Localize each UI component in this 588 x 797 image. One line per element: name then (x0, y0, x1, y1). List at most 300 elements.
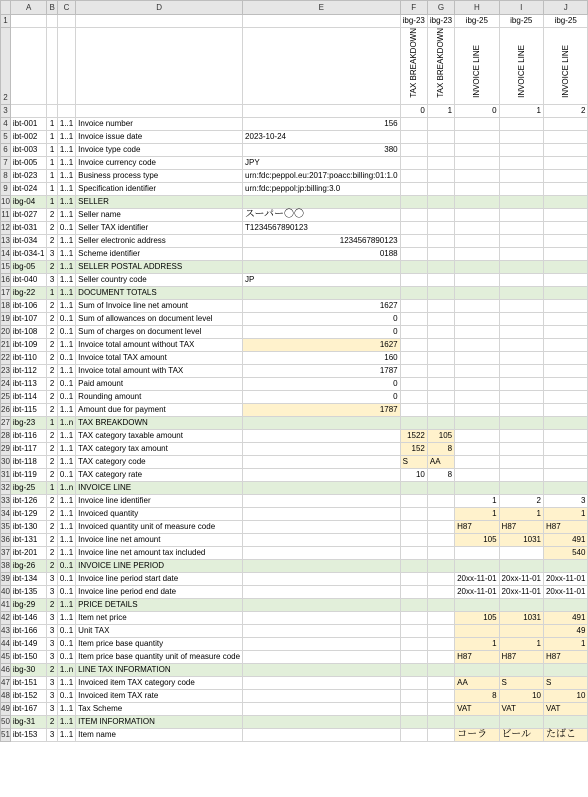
cell-I[interactable] (499, 248, 543, 261)
row-number[interactable]: 26 (1, 404, 11, 417)
cell-G[interactable] (427, 534, 454, 547)
cell-C[interactable]: 1..1 (57, 612, 75, 625)
cell-F[interactable] (400, 586, 427, 599)
row-number[interactable]: 40 (1, 586, 11, 599)
cell-D[interactable]: Amount due for payment (76, 404, 243, 417)
cell-I[interactable] (499, 183, 543, 196)
row-number[interactable]: 39 (1, 573, 11, 586)
cell-F[interactable] (400, 690, 427, 703)
cell-H[interactable] (455, 209, 499, 222)
cell-A3[interactable] (10, 105, 47, 118)
cell-D[interactable]: Tax Scheme (76, 703, 243, 716)
cell-G[interactable] (427, 300, 454, 313)
cell-J[interactable] (543, 443, 587, 456)
cell-G[interactable] (427, 625, 454, 638)
cell-G[interactable] (427, 664, 454, 677)
cell-F[interactable] (400, 196, 427, 209)
cell-E[interactable]: 2023-10-24 (243, 131, 401, 144)
row-number[interactable]: 16 (1, 274, 11, 287)
cell-F[interactable] (400, 508, 427, 521)
cell-A[interactable]: ibg-23 (10, 417, 47, 430)
row-number[interactable]: 43 (1, 625, 11, 638)
cell-C2[interactable] (57, 28, 75, 105)
cell-G3[interactable]: 1 (427, 105, 454, 118)
cell-E[interactable] (243, 417, 401, 430)
cell-H3[interactable]: 0 (455, 105, 499, 118)
cell-J[interactable]: 1 (543, 638, 587, 651)
row-number[interactable]: 24 (1, 378, 11, 391)
cell-G[interactable] (427, 287, 454, 300)
cell-G[interactable] (427, 651, 454, 664)
cell-C[interactable]: 1..1 (57, 547, 75, 560)
cell-D[interactable]: Item name (76, 729, 243, 742)
cell-D[interactable]: Invoice line period end date (76, 586, 243, 599)
column-header-E[interactable]: E (243, 1, 401, 15)
cell-C[interactable]: 1..1 (57, 183, 75, 196)
cell-C[interactable]: 1..1 (57, 300, 75, 313)
cell-I1[interactable]: ibg-25 (499, 15, 543, 28)
cell-H[interactable] (455, 131, 499, 144)
row-number[interactable]: 27 (1, 417, 11, 430)
cell-I[interactable] (499, 209, 543, 222)
cell-E[interactable] (243, 508, 401, 521)
row-number[interactable]: 37 (1, 547, 11, 560)
cell-J[interactable]: 491 (543, 612, 587, 625)
cell-D[interactable]: SELLER POSTAL ADDRESS (76, 261, 243, 274)
cell-I[interactable]: H87 (499, 521, 543, 534)
cell-E[interactable] (243, 664, 401, 677)
cell-J[interactable]: H87 (543, 521, 587, 534)
cell-E[interactable]: JPY (243, 157, 401, 170)
cell-A[interactable]: ibt-151 (10, 677, 47, 690)
cell-H[interactable] (455, 170, 499, 183)
cell-G[interactable] (427, 391, 454, 404)
row-number[interactable]: 7 (1, 157, 11, 170)
cell-J[interactable]: 540 (543, 547, 587, 560)
cell-G[interactable]: AA (427, 456, 454, 469)
cell-F[interactable] (400, 482, 427, 495)
cell-B[interactable]: 1 (47, 183, 57, 196)
row-number[interactable]: 22 (1, 352, 11, 365)
cell-I[interactable] (499, 131, 543, 144)
cell-H[interactable]: H87 (455, 651, 499, 664)
row-number[interactable]: 38 (1, 560, 11, 573)
cell-I[interactable] (499, 196, 543, 209)
cell-H[interactable] (455, 404, 499, 417)
cell-I[interactable] (499, 313, 543, 326)
cell-G[interactable] (427, 261, 454, 274)
row-number[interactable]: 1 (1, 15, 11, 28)
row-number[interactable]: 48 (1, 690, 11, 703)
cell-D[interactable]: Item net price (76, 612, 243, 625)
cell-J[interactable] (543, 144, 587, 157)
cell-G[interactable]: 8 (427, 443, 454, 456)
cell-C[interactable]: 1..n (57, 482, 75, 495)
cell-F[interactable] (400, 118, 427, 131)
cell-G[interactable] (427, 521, 454, 534)
cell-I[interactable]: H87 (499, 651, 543, 664)
cell-H[interactable]: 1 (455, 638, 499, 651)
cell-A[interactable]: ibg-25 (10, 482, 47, 495)
cell-B[interactable]: 2 (47, 235, 57, 248)
cell-G[interactable] (427, 274, 454, 287)
cell-H[interactable] (455, 599, 499, 612)
row-number[interactable]: 20 (1, 326, 11, 339)
cell-C[interactable]: 1..n (57, 417, 75, 430)
cell-D[interactable]: ITEM INFORMATION (76, 716, 243, 729)
cell-B[interactable]: 2 (47, 560, 57, 573)
row-number[interactable]: 32 (1, 482, 11, 495)
cell-E[interactable] (243, 443, 401, 456)
cell-B[interactable]: 2 (47, 430, 57, 443)
cell-B[interactable]: 2 (47, 547, 57, 560)
cell-E[interactable] (243, 729, 401, 742)
cell-D[interactable]: Rounding amount (76, 391, 243, 404)
cell-E[interactable] (243, 651, 401, 664)
cell-D[interactable]: INVOICE LINE PERIOD (76, 560, 243, 573)
cell-E1[interactable] (243, 15, 401, 28)
cell-B[interactable]: 3 (47, 651, 57, 664)
cell-A[interactable]: ibt-106 (10, 300, 47, 313)
cell-J[interactable] (543, 222, 587, 235)
cell-D[interactable]: Sum of charges on document level (76, 326, 243, 339)
cell-J[interactable]: 10 (543, 690, 587, 703)
cell-I[interactable]: 20xx-11-01 (499, 573, 543, 586)
cell-E[interactable]: 156 (243, 118, 401, 131)
cell-I[interactable] (499, 378, 543, 391)
cell-G[interactable] (427, 677, 454, 690)
row-number[interactable]: 12 (1, 222, 11, 235)
cell-E[interactable]: urn:fdc:peppol.eu:2017:poacc:billing:01:1.0 (243, 170, 401, 183)
cell-E[interactable] (243, 703, 401, 716)
row-number[interactable]: 21 (1, 339, 11, 352)
cell-A[interactable]: ibt-166 (10, 625, 47, 638)
cell-H[interactable] (455, 326, 499, 339)
cell-C[interactable]: 0..1 (57, 391, 75, 404)
cell-G[interactable] (427, 378, 454, 391)
cell-C[interactable]: 1..1 (57, 274, 75, 287)
cell-H[interactable] (455, 118, 499, 131)
cell-C[interactable]: 0..1 (57, 690, 75, 703)
row-number[interactable]: 28 (1, 430, 11, 443)
row-number[interactable]: 35 (1, 521, 11, 534)
cell-G[interactable] (427, 547, 454, 560)
cell-E[interactable]: 1627 (243, 300, 401, 313)
cell-F[interactable] (400, 664, 427, 677)
cell-E[interactable] (243, 547, 401, 560)
cell-G[interactable] (427, 118, 454, 131)
cell-A[interactable]: ibt-024 (10, 183, 47, 196)
cell-G[interactable] (427, 638, 454, 651)
cell-I[interactable] (499, 404, 543, 417)
cell-G[interactable] (427, 222, 454, 235)
cell-E[interactable]: 1627 (243, 339, 401, 352)
cell-C[interactable]: 1..1 (57, 144, 75, 157)
cell-E[interactable]: 0 (243, 391, 401, 404)
cell-B[interactable]: 3 (47, 586, 57, 599)
row-number[interactable]: 42 (1, 612, 11, 625)
cell-B[interactable]: 2 (47, 261, 57, 274)
cell-E[interactable]: T1234567890123 (243, 222, 401, 235)
cell-F[interactable] (400, 378, 427, 391)
cell-J[interactable] (543, 235, 587, 248)
cell-I[interactable] (499, 287, 543, 300)
cell-F[interactable] (400, 339, 427, 352)
cell-I[interactable] (499, 716, 543, 729)
cell-C[interactable]: 0..1 (57, 586, 75, 599)
cell-E2[interactable] (243, 28, 401, 105)
cell-F[interactable] (400, 391, 427, 404)
row-number[interactable]: 31 (1, 469, 11, 482)
cell-G[interactable] (427, 248, 454, 261)
row-number[interactable]: 50 (1, 716, 11, 729)
cell-A[interactable]: ibt-115 (10, 404, 47, 417)
cell-D1[interactable] (76, 15, 243, 28)
cell-E[interactable] (243, 495, 401, 508)
cell-G[interactable] (427, 352, 454, 365)
cell-E[interactable] (243, 287, 401, 300)
cell-C[interactable]: 0..1 (57, 651, 75, 664)
cell-B[interactable]: 2 (47, 378, 57, 391)
cell-E[interactable]: スーパー〇〇 (243, 209, 401, 222)
cell-E[interactable] (243, 456, 401, 469)
cell-F[interactable]: 10 (400, 469, 427, 482)
cell-H[interactable] (455, 365, 499, 378)
cell-C3[interactable] (57, 105, 75, 118)
cell-J[interactable] (543, 560, 587, 573)
cell-J[interactable] (543, 157, 587, 170)
cell-D[interactable]: PRICE DETAILS (76, 599, 243, 612)
cell-A[interactable]: ibt-034 (10, 235, 47, 248)
row-number[interactable]: 41 (1, 599, 11, 612)
cell-A[interactable]: ibg-26 (10, 560, 47, 573)
column-header-I[interactable]: I (499, 1, 543, 15)
cell-C[interactable]: 1..1 (57, 248, 75, 261)
cell-C[interactable]: 1..1 (57, 118, 75, 131)
row-number[interactable]: 3 (1, 105, 11, 118)
cell-J[interactable] (543, 326, 587, 339)
cell-A[interactable]: ibt-135 (10, 586, 47, 599)
cell-B[interactable]: 2 (47, 300, 57, 313)
cell-A[interactable]: ibt-131 (10, 534, 47, 547)
cell-F[interactable] (400, 417, 427, 430)
cell-D[interactable]: Sum of Invoice line net amount (76, 300, 243, 313)
cell-B[interactable]: 2 (47, 352, 57, 365)
cell-G[interactable] (427, 482, 454, 495)
row-number[interactable]: 34 (1, 508, 11, 521)
cell-H[interactable] (455, 716, 499, 729)
cell-A[interactable]: ibt-002 (10, 131, 47, 144)
cell-D[interactable]: Invoice total amount without TAX (76, 339, 243, 352)
cell-C[interactable]: 1..1 (57, 599, 75, 612)
cell-I[interactable]: 1 (499, 638, 543, 651)
row-number[interactable]: 2 (1, 28, 11, 105)
cell-F[interactable] (400, 352, 427, 365)
cell-H[interactable]: 8 (455, 690, 499, 703)
cell-B[interactable]: 2 (47, 599, 57, 612)
row-number[interactable]: 25 (1, 391, 11, 404)
cell-A2[interactable] (10, 28, 47, 105)
cell-J[interactable] (543, 131, 587, 144)
cell-A[interactable]: ibt-108 (10, 326, 47, 339)
cell-H2[interactable] (455, 28, 499, 105)
cell-J[interactable]: H87 (543, 651, 587, 664)
cell-B[interactable]: 1 (47, 157, 57, 170)
cell-H[interactable] (455, 456, 499, 469)
cell-A[interactable]: ibt-034-1 (10, 248, 47, 261)
cell-H[interactable] (455, 261, 499, 274)
row-number[interactable]: 14 (1, 248, 11, 261)
column-header-C[interactable]: C (57, 1, 75, 15)
cell-J[interactable] (543, 274, 587, 287)
cell-B[interactable]: 3 (47, 625, 57, 638)
cell-J[interactable] (543, 391, 587, 404)
cell-G[interactable] (427, 157, 454, 170)
cell-E[interactable] (243, 716, 401, 729)
cell-A[interactable]: ibg-05 (10, 261, 47, 274)
cell-J[interactable] (543, 599, 587, 612)
row-number[interactable]: 47 (1, 677, 11, 690)
cell-J[interactable] (543, 300, 587, 313)
cell-J[interactable]: 20xx-11-01 (543, 573, 587, 586)
cell-F[interactable] (400, 287, 427, 300)
cell-B[interactable]: 1 (47, 482, 57, 495)
cell-H[interactable]: 20xx-11-01 (455, 586, 499, 599)
cell-I[interactable]: 10 (499, 690, 543, 703)
cell-C[interactable]: 1..1 (57, 495, 75, 508)
cell-E[interactable] (243, 638, 401, 651)
cell-D[interactable]: Invoice line period start date (76, 573, 243, 586)
cell-C[interactable]: 0..1 (57, 573, 75, 586)
cell-C[interactable]: 0..1 (57, 469, 75, 482)
cell-C[interactable]: 1..1 (57, 287, 75, 300)
cell-B3[interactable] (47, 105, 57, 118)
cell-B[interactable]: 2 (47, 456, 57, 469)
cell-B[interactable]: 2 (47, 404, 57, 417)
cell-B[interactable]: 3 (47, 638, 57, 651)
cell-H[interactable]: 105 (455, 612, 499, 625)
cell-H[interactable]: 105 (455, 534, 499, 547)
cell-J2[interactable] (543, 28, 587, 105)
cell-I[interactable] (499, 599, 543, 612)
cell-D[interactable]: Seller electronic address (76, 235, 243, 248)
cell-G[interactable]: 105 (427, 430, 454, 443)
cell-C[interactable]: 1..1 (57, 365, 75, 378)
cell-A[interactable]: ibt-031 (10, 222, 47, 235)
cell-E[interactable] (243, 612, 401, 625)
cell-J[interactable]: S (543, 677, 587, 690)
cell-B[interactable]: 2 (47, 339, 57, 352)
cell-F[interactable] (400, 300, 427, 313)
cell-B[interactable]: 2 (47, 443, 57, 456)
cell-A[interactable]: ibg-22 (10, 287, 47, 300)
cell-E[interactable] (243, 586, 401, 599)
row-number[interactable]: 46 (1, 664, 11, 677)
cell-B[interactable]: 2 (47, 326, 57, 339)
cell-E[interactable] (243, 521, 401, 534)
cell-C[interactable]: 1..1 (57, 508, 75, 521)
cell-F2[interactable] (400, 28, 427, 105)
cell-F[interactable] (400, 651, 427, 664)
cell-F[interactable] (400, 495, 427, 508)
cell-I[interactable]: 2 (499, 495, 543, 508)
cell-A[interactable]: ibt-146 (10, 612, 47, 625)
cell-B[interactable]: 1 (47, 287, 57, 300)
column-header-J[interactable]: J (543, 1, 587, 15)
cell-F[interactable] (400, 534, 427, 547)
row-number[interactable]: 45 (1, 651, 11, 664)
row-number[interactable]: 33 (1, 495, 11, 508)
cell-D[interactable]: Invoice total amount with TAX (76, 365, 243, 378)
cell-C[interactable]: 0..1 (57, 326, 75, 339)
cell-E3[interactable] (243, 105, 401, 118)
cell-C[interactable]: 1..1 (57, 196, 75, 209)
row-number[interactable]: 11 (1, 209, 11, 222)
cell-I[interactable] (499, 625, 543, 638)
cell-J[interactable]: たばこ (543, 729, 587, 742)
cell-F[interactable] (400, 170, 427, 183)
cell-A[interactable]: ibt-150 (10, 651, 47, 664)
cell-D[interactable]: Invoice issue date (76, 131, 243, 144)
cell-D[interactable]: Sum of allowances on document level (76, 313, 243, 326)
cell-J[interactable]: 3 (543, 495, 587, 508)
cell-D[interactable]: Item price base quantity unit of measure code (76, 651, 243, 664)
cell-H[interactable] (455, 144, 499, 157)
cell-E[interactable] (243, 690, 401, 703)
cell-J[interactable]: 491 (543, 534, 587, 547)
cell-H[interactable] (455, 274, 499, 287)
cell-G[interactable] (427, 326, 454, 339)
row-number[interactable]: 36 (1, 534, 11, 547)
cell-D3[interactable] (76, 105, 243, 118)
cell-C[interactable]: 0..1 (57, 378, 75, 391)
cell-I[interactable] (499, 443, 543, 456)
cell-A[interactable]: ibt-117 (10, 443, 47, 456)
cell-D[interactable]: TAX category taxable amount (76, 430, 243, 443)
cell-E[interactable]: 0188 (243, 248, 401, 261)
cell-C[interactable]: 1..1 (57, 443, 75, 456)
cell-E[interactable]: 1787 (243, 404, 401, 417)
cell-B[interactable]: 3 (47, 274, 57, 287)
cell-B[interactable]: 1 (47, 118, 57, 131)
cell-I[interactable]: VAT (499, 703, 543, 716)
cell-I[interactable] (499, 430, 543, 443)
column-header-D[interactable]: D (76, 1, 243, 15)
cell-G[interactable] (427, 417, 454, 430)
cell-A[interactable]: ibt-119 (10, 469, 47, 482)
row-number[interactable]: 5 (1, 131, 11, 144)
cell-F[interactable] (400, 248, 427, 261)
cell-B[interactable]: 2 (47, 508, 57, 521)
cell-H[interactable]: 1 (455, 508, 499, 521)
cell-D[interactable]: Invoice line identifier (76, 495, 243, 508)
cell-B[interactable]: 2 (47, 222, 57, 235)
cell-D[interactable]: INVOICE LINE (76, 482, 243, 495)
cell-H[interactable] (455, 222, 499, 235)
cell-J[interactable] (543, 118, 587, 131)
cell-I[interactable] (499, 560, 543, 573)
cell-H[interactable] (455, 300, 499, 313)
cell-A[interactable]: ibt-118 (10, 456, 47, 469)
cell-J3[interactable]: 2 (543, 105, 587, 118)
cell-B[interactable]: 2 (47, 495, 57, 508)
cell-A1[interactable] (10, 15, 47, 28)
row-number[interactable]: 18 (1, 300, 11, 313)
cell-G[interactable] (427, 612, 454, 625)
cell-E[interactable]: 1234567890123 (243, 235, 401, 248)
row-number[interactable]: 23 (1, 365, 11, 378)
cell-E[interactable] (243, 677, 401, 690)
